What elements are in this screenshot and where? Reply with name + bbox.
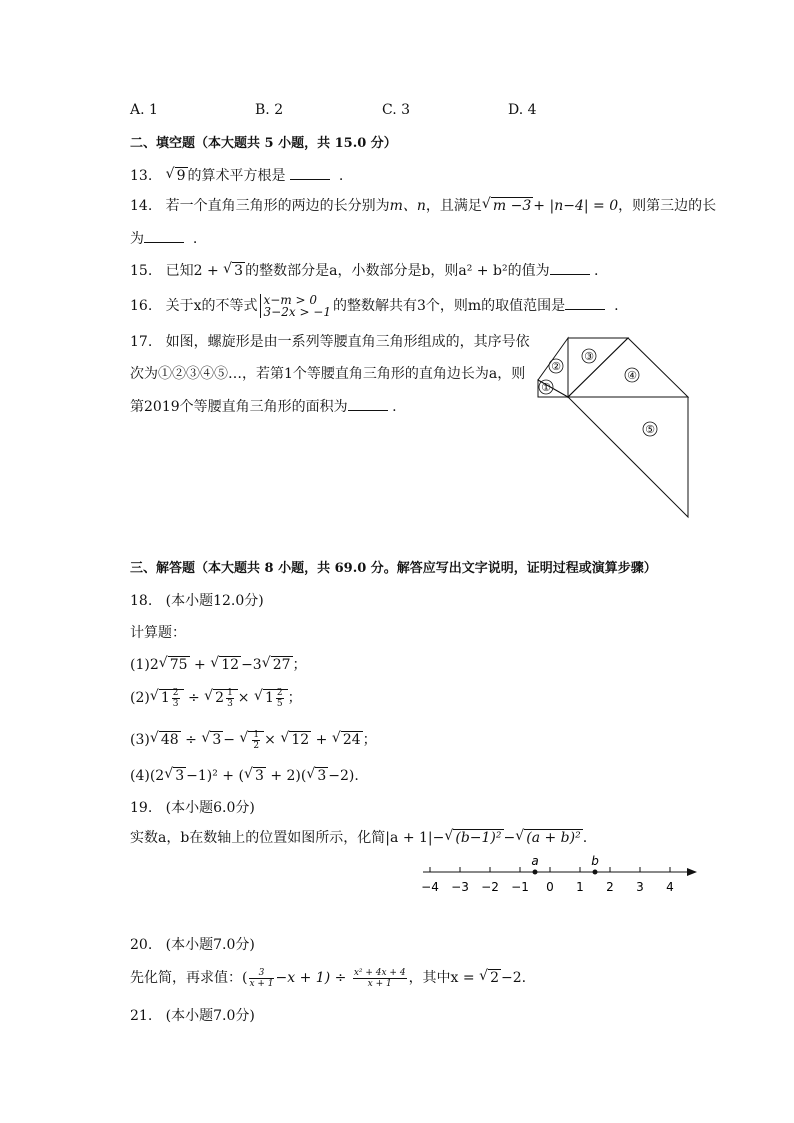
q15-number: 15. (130, 263, 153, 279)
q14-blank (144, 228, 184, 243)
q14-text2: ，且满足 (425, 198, 482, 214)
triangle-5 (568, 397, 688, 517)
q17-line3: 第2019个等腰直角三角形的面积为 (130, 399, 348, 415)
q20-number: 20. (130, 937, 153, 953)
axis-tick-label: 0 (546, 880, 554, 894)
question-20-header (130, 935, 255, 955)
question-17-line3 (130, 396, 397, 417)
figure-label-2: ② (551, 360, 561, 373)
q14-number: 14. (130, 198, 153, 214)
q15-blank (550, 260, 590, 275)
q15-text1: 已知2 + (165, 263, 224, 279)
q14-sqrt: √ m −3 (482, 196, 533, 216)
question-18-header (130, 591, 264, 611)
question-15 (130, 260, 598, 281)
q18-part-1: (1)2√ 75 + √ 12 −3√ 27 ； (130, 655, 307, 675)
question-14-line2 (130, 228, 197, 249)
q13-sqrt: √ 9 (166, 166, 188, 186)
q14-text3: ，则第三边的长 (618, 198, 717, 214)
q13-text: 的算术平方根是 (187, 168, 286, 184)
q21-number: 21. (130, 1008, 153, 1024)
q18-part-2: (2)√ 1 $\frac{2}{3}$ ÷ √ 2 $\frac{1}{3}$ × √ 1 $\frac{2}{5}$ ； (130, 685, 302, 711)
q14-abs: + |n−4| = 0 (533, 198, 619, 214)
q20-statement: 先化简，再求值：( $\frac{3}{x + 1}$ −x + 1) ÷ $\frac{\text{x² + 4x + 4}}{x + 1}$ ，其中x = √ 2 −2. (130, 965, 526, 991)
q17-line2: 次为①②③④⑤…，若第1个等腰直角三角形的直角边长为a，则 (130, 366, 526, 382)
q13-end: . (338, 168, 344, 184)
figure-label-4: ④ (627, 369, 637, 382)
q14-line2: 为 (130, 231, 144, 247)
q20-score: (本小题7.0分) (165, 937, 255, 953)
figure-label-3: ③ (584, 350, 594, 363)
q15-text2: 的整数部分是a，小数部分是b，则a² + b²的值为 (245, 263, 550, 279)
q17-blank (348, 396, 388, 411)
question-19-header (130, 798, 255, 818)
axis-tick-label: 4 (666, 880, 674, 894)
point-b-label: b (591, 854, 599, 868)
section-2-heading: 二、填空题（本大题共 5 小题，共 15.0 分） (130, 136, 397, 151)
question-14 (130, 196, 716, 216)
q14-vars: m、n (389, 198, 426, 214)
q19-number: 19. (130, 800, 153, 816)
question-21-header (130, 1006, 255, 1026)
axis-tick-label: −1 (511, 880, 529, 894)
axis-tick-label: 1 (576, 880, 584, 894)
option-b: B. 2 (255, 102, 284, 118)
figure-label-5: ⑤ (645, 423, 655, 436)
axis-tick-label: −3 (451, 880, 469, 894)
section-3-heading: 三、解答题（本大题共 8 小题，共 69.0 分。解答应写出文字说明，证明过程或演算步骤） (130, 561, 657, 576)
option-d: D. 4 (508, 102, 537, 118)
q14-end: . (192, 231, 198, 247)
question-17-line1 (130, 332, 530, 352)
figure-label-1: ① (541, 381, 551, 394)
q16-end: . (614, 298, 619, 314)
q19-score: (本小题6.0分) (165, 800, 255, 816)
q13-number: 13. (130, 168, 153, 184)
q16-text2: 的整数解共有3个，则m的取值范围是 (333, 298, 566, 314)
option-a: A. 1 (130, 102, 158, 118)
q18-score: (本小题12.0分) (165, 593, 264, 609)
triangle-4 (568, 338, 688, 397)
q13-blank (290, 165, 330, 180)
q18-title: 计算题： (130, 625, 186, 641)
point-a-dot (533, 870, 538, 875)
spiral-figure (530, 330, 700, 525)
q17-number: 17. (130, 334, 153, 350)
q16-blank (565, 295, 605, 310)
q18-part-4: (4)(2√ 3 −1)² + (√ 3 + 2)(√ 3 −2). (130, 766, 359, 786)
q15-end: . (594, 263, 599, 279)
q16-number: 16. (130, 298, 153, 314)
q17-end: . (392, 399, 397, 415)
q14-text1: 若一个直角三角形的两边的长分别为 (165, 198, 390, 214)
axis-tick-label: 3 (636, 880, 644, 894)
axis-tick-label: 2 (606, 880, 614, 894)
q15-sqrt: √ 3 (223, 261, 245, 281)
q16-text1: 关于x的不等式 (165, 298, 258, 314)
q21-score: (本小题7.0分) (165, 1008, 255, 1024)
axis-tick-label: −4 (421, 880, 439, 894)
q18-part-3: (3)√ 48 ÷ √ 3 − √ $\frac{1}{2}$ × √ 12 + √ 24 ； (130, 727, 377, 753)
option-c: C. 3 (382, 102, 411, 118)
question-16 (130, 294, 619, 318)
axis-tick-label: −2 (481, 880, 499, 894)
q18-number: 18. (130, 593, 153, 609)
question-13 (130, 165, 343, 186)
q16-system: x−m > 0 3−2x > −1 (260, 294, 331, 318)
q19-statement: 实数a，b在数轴上的位置如图所示，化简|a + 1|−√ (b−1)² −√ (a + b)² . (130, 828, 587, 848)
q17-line1: 如图，螺旋形是由一系列等腰直角三角形组成的，其序号依 (165, 334, 530, 350)
point-a-label: a (531, 854, 539, 868)
number-line (415, 852, 705, 897)
point-b-dot (593, 870, 598, 875)
